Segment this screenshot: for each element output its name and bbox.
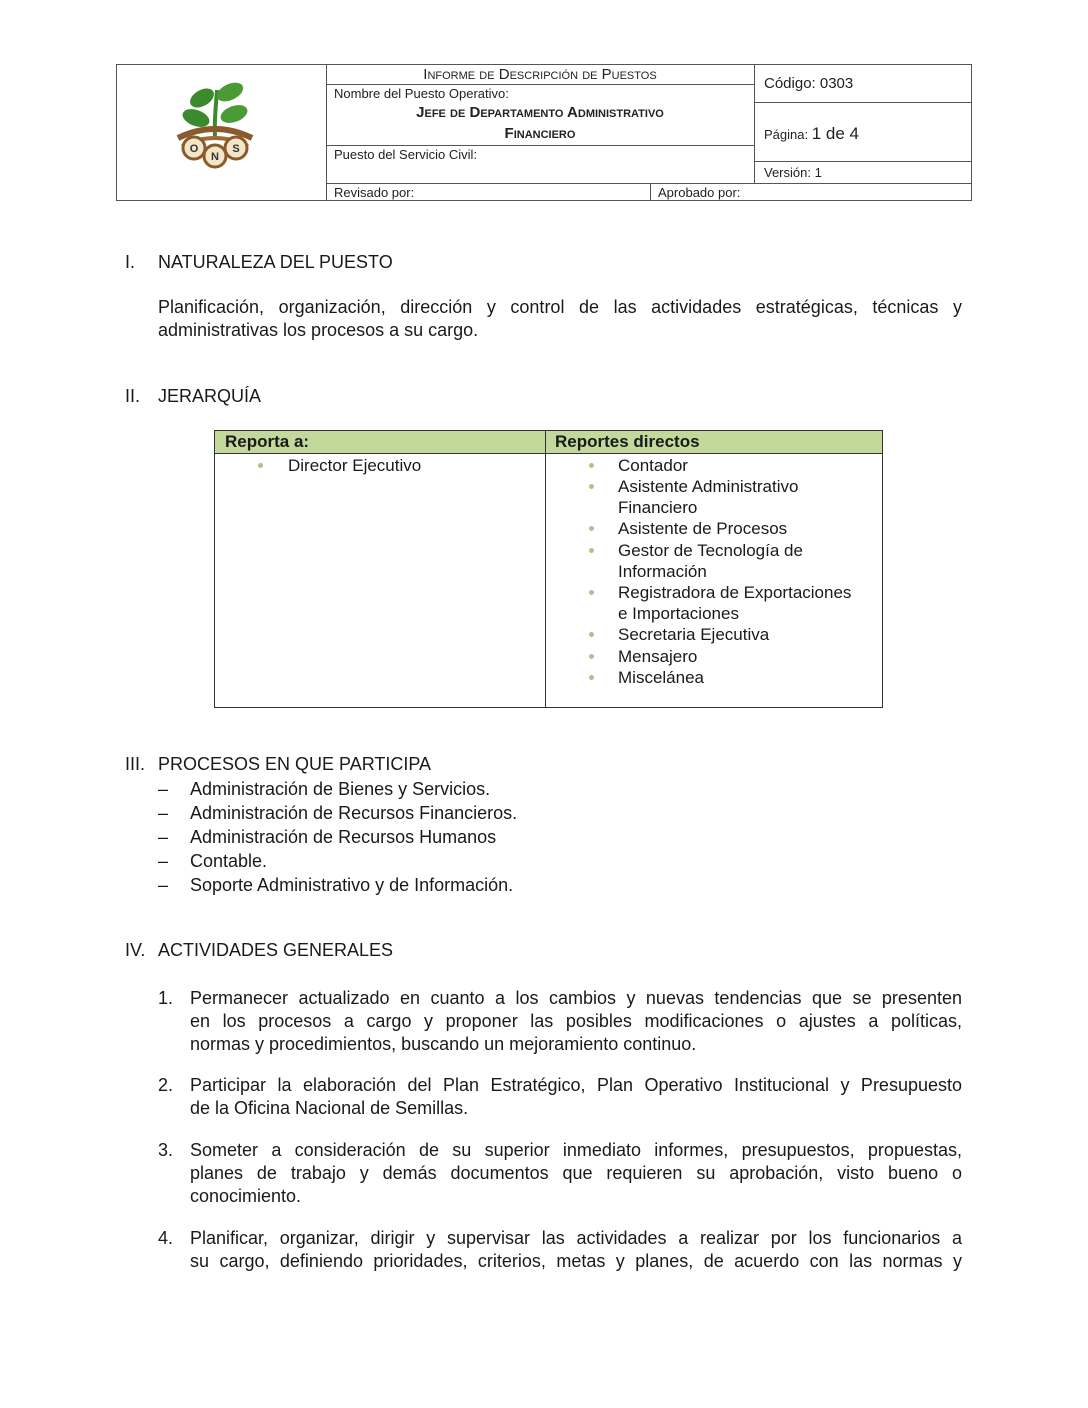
reporte-directo-item: Información — [618, 562, 707, 581]
actividad-number: 3. — [158, 1140, 174, 1160]
header-divider — [754, 64, 755, 183]
dash-marker: – — [158, 803, 169, 823]
proceso-text: Soporte Administrativo y de Información. — [190, 875, 514, 895]
actividad-line: en los procesos a cargo y proponer las posibles modificaciones o ajustes a políticas, — [190, 1011, 962, 1031]
actividad-line: normas y procedimientos, buscando un mejoramiento continuo. — [190, 1034, 697, 1054]
pagina-label — [764, 124, 859, 144]
bullet-icon — [258, 463, 263, 468]
list-item — [158, 850, 658, 874]
dash-marker: – — [158, 875, 169, 895]
header-divider — [650, 183, 651, 201]
actividad-line: Participar la elaboración del Plan Estratégico, Plan Operativo Institucional y Presupuesto — [190, 1075, 962, 1095]
header-divider — [326, 84, 754, 85]
servicio-civil-label: Puesto del Servicio Civil: — [334, 147, 478, 162]
reporte-directo-item: Secretaria Ejecutiva — [618, 625, 770, 644]
actividad-item — [158, 1139, 962, 1208]
proceso-text: Administración de Recursos Financieros. — [190, 803, 518, 823]
actividad-line: planes de trabajo y demás documentos que requieren su aprobación, visto bueno o — [190, 1163, 962, 1183]
bullet-icon — [589, 526, 594, 531]
section-1-line: administrativas los procesos a su cargo. — [158, 320, 479, 340]
actividad-number: 1. — [158, 988, 174, 1008]
reporte-directo-item: e Importaciones — [618, 604, 739, 623]
section-3-title: PROCESOS EN QUE PARTICIPA — [158, 754, 432, 774]
puesto-title-line1: Jefe de Departamento Administrativo — [416, 104, 664, 121]
actividad-line: Permanecer actualizado en cuanto a los cambios y nuevas tendencias que se presenten — [190, 988, 962, 1008]
col-reporta-a: Reporta a: — [225, 432, 310, 451]
puesto-operativo-label: Nombre del Puesto Operativo: — [334, 86, 509, 101]
jerarquia-table — [214, 430, 883, 708]
bullet-icon — [589, 590, 594, 595]
actividad-line: Someter a consideración de su superior inmediato informes, presupuestos, propuestas, — [190, 1140, 962, 1160]
list-item — [158, 802, 658, 826]
section-2-number: II. — [125, 386, 141, 406]
section-4-number: IV. — [125, 940, 146, 960]
svg-text:O: O — [189, 143, 199, 155]
reporte-directo-item: Financiero — [618, 498, 698, 517]
actividad-item — [158, 987, 962, 1056]
reporte-directo-item: Mensajero — [618, 647, 698, 666]
ons-logo — [170, 76, 260, 171]
actividad-line: su cargo, definiendo prioridades, criterios, metas y planes, de acuerdo con las normas y — [190, 1251, 962, 1271]
proceso-text: Contable. — [190, 851, 268, 871]
bullet-icon — [589, 654, 594, 659]
list-item — [158, 874, 658, 898]
bullet-icon — [589, 632, 594, 637]
reporte-directo-item: Asistente de Procesos — [618, 519, 788, 538]
dash-marker: – — [158, 779, 169, 799]
proceso-text: Administración de Recursos Humanos — [190, 827, 497, 847]
actividad-line: de la Oficina Nacional de Semillas. — [190, 1098, 469, 1118]
puesto-title-line2: Financiero — [504, 125, 576, 142]
reporte-directo-item: Gestor de Tecnología de — [618, 541, 803, 560]
reporte-directo-item: Miscelánea — [618, 668, 704, 687]
bullet-icon — [589, 484, 594, 489]
pagina-value: 1 de 4 — [811, 124, 859, 143]
actividad-number: 4. — [158, 1228, 174, 1248]
col-reportes-directos: Reportes directos — [555, 432, 700, 451]
bullet-icon — [589, 548, 594, 553]
revisado-label: Revisado por: — [334, 185, 415, 200]
header-divider — [754, 161, 972, 162]
procesos-list — [158, 778, 658, 898]
actividad-item — [158, 1227, 962, 1273]
section-3-number: III. — [125, 754, 146, 774]
svg-text:N: N — [211, 151, 219, 163]
section-2-title: JERARQUÍA — [158, 386, 262, 406]
actividad-item — [158, 1074, 962, 1120]
aprobado-label: Aprobado por: — [658, 185, 741, 200]
section-4-title: ACTIVIDADES GENERALES — [158, 940, 394, 960]
header-divider — [326, 183, 972, 184]
section-1-text — [158, 296, 962, 342]
section-1-line: Planificación, organización, dirección y control de las actividades estratégicas, técnicas y — [158, 297, 962, 317]
report-title: Informe de Descripción de Puestos — [423, 66, 657, 83]
bullet-icon — [589, 463, 594, 468]
bullet-icon — [589, 675, 594, 680]
actividad-line: Planificar, organizar, dirigir y supervisar las actividades a realizar por los funcionarios a — [190, 1228, 962, 1248]
header-divider — [754, 102, 972, 103]
dash-marker: – — [158, 851, 169, 871]
actividad-number: 2. — [158, 1075, 174, 1095]
list-item — [158, 778, 658, 802]
svg-text:S: S — [232, 143, 240, 155]
table-divider — [545, 431, 546, 707]
reporte-directo-item: Registradora de Exportaciones — [618, 583, 852, 602]
codigo-label: Código: 0303 — [764, 75, 854, 92]
section-1-number: I. — [125, 252, 136, 272]
list-item — [158, 826, 658, 850]
reporta-a-item: Director Ejecutivo — [288, 456, 422, 475]
reporte-directo-item: Contador — [618, 456, 688, 475]
reporte-directo-item: Asistente Administrativo — [618, 477, 799, 496]
dash-marker: – — [158, 827, 169, 847]
jerarquia-table-header — [215, 431, 882, 454]
version-label: Versión: 1 — [764, 165, 822, 180]
section-1-title: NATURALEZA DEL PUESTO — [158, 252, 393, 272]
header-divider — [326, 145, 754, 146]
proceso-text: Administración de Bienes y Servicios. — [190, 779, 491, 799]
pagina-caption: Página: — [764, 127, 809, 142]
actividad-line: conocimiento. — [190, 1186, 302, 1206]
